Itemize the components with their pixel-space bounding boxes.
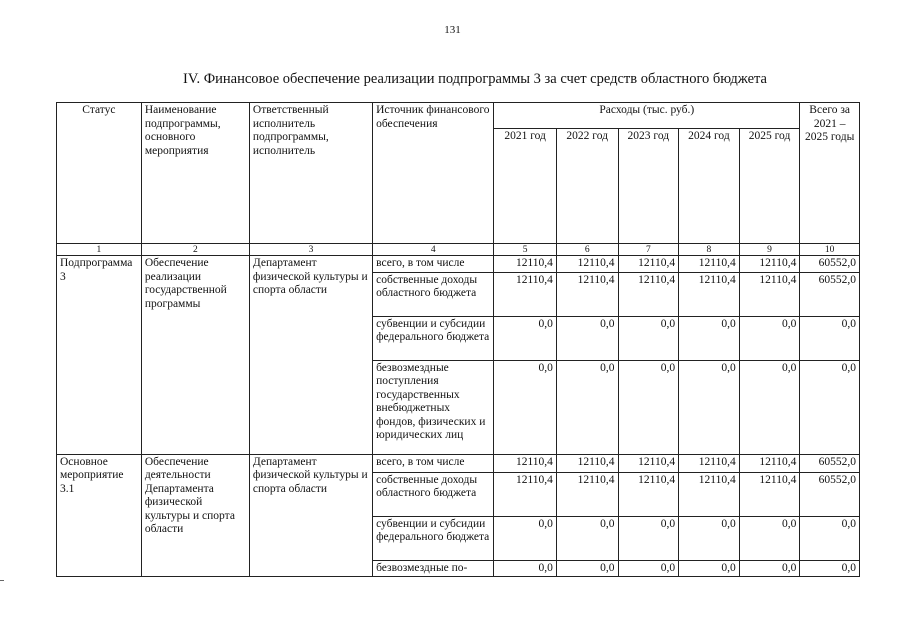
source-cell: безвозмездные по- (373, 560, 494, 577)
name-cell: Обеспечение деятельности Департамента физической культуры и спорта области (141, 454, 249, 577)
source-cell: субвенции и субсидии федерального бюджета (373, 516, 494, 560)
table-row (57, 454, 860, 472)
table-row (57, 256, 860, 273)
value-cell: 0,0 (679, 360, 740, 454)
status-cell: Подпрограмма 3 (57, 256, 142, 455)
value-cell: 12110,4 (618, 472, 679, 516)
column-number: 10 (800, 244, 860, 256)
value-cell: 0,0 (618, 560, 679, 577)
total-cell: 60552,0 (800, 454, 860, 472)
value-cell: 0,0 (618, 360, 679, 454)
column-number: 1 (57, 244, 142, 256)
column-number: 3 (249, 244, 372, 256)
source-cell: всего, в том числе (373, 256, 494, 273)
scan-edge-mark (0, 580, 4, 581)
value-cell: 0,0 (556, 516, 618, 560)
header-total: Всего за 2021 – 2025 годы (800, 103, 860, 244)
value-cell: 0,0 (618, 316, 679, 360)
value-cell: 12110,4 (739, 272, 800, 316)
total-cell: 60552,0 (800, 472, 860, 516)
value-cell: 0,0 (739, 316, 800, 360)
header-expenses: Расходы (тыс. руб.) (494, 103, 800, 129)
value-cell: 12110,4 (679, 472, 740, 516)
value-cell: 0,0 (556, 360, 618, 454)
value-cell: 12110,4 (739, 256, 800, 273)
column-number: 8 (679, 244, 740, 256)
financing-table (56, 102, 860, 577)
total-cell: 0,0 (800, 316, 860, 360)
status-cell: Основное мероприятие 3.1 (57, 454, 142, 577)
header-year-2025: 2025 год (739, 129, 800, 244)
value-cell: 12110,4 (618, 272, 679, 316)
value-cell: 0,0 (494, 316, 557, 360)
value-cell: 12110,4 (618, 454, 679, 472)
section-title: IV. Финансовое обеспечение реализации подпрограммы 3 за счет средств областного бюджета (183, 71, 767, 87)
source-cell: безвозмездные поступления государственных внебюджетных фондов, физических и юридических лиц (373, 360, 494, 454)
responsible-cell: Департамент физической культуры и спорта области (249, 256, 372, 455)
value-cell: 0,0 (679, 316, 740, 360)
value-cell: 0,0 (739, 560, 800, 577)
source-cell: субвенции и субсидии федерального бюджета (373, 316, 494, 360)
value-cell: 12110,4 (494, 454, 557, 472)
column-number: 6 (556, 244, 618, 256)
value-cell: 12110,4 (556, 454, 618, 472)
column-number: 7 (618, 244, 679, 256)
responsible-cell: Департамент физической культуры и спорта области (249, 454, 372, 577)
header-name: Наименование подпрограммы, основного мероприятия (141, 103, 249, 244)
column-number: 9 (739, 244, 800, 256)
column-number: 5 (494, 244, 557, 256)
header-year-2022: 2022 год (556, 129, 618, 244)
value-cell: 12110,4 (494, 472, 557, 516)
total-cell: 0,0 (800, 516, 860, 560)
value-cell: 12110,4 (739, 454, 800, 472)
header-responsible: Ответственный исполнитель подпрограммы, исполнитель (249, 103, 372, 244)
column-number: 4 (373, 244, 494, 256)
source-cell: собственные доходы областного бюджета (373, 272, 494, 316)
value-cell: 12110,4 (556, 256, 618, 273)
source-cell: собственные доходы областного бюджета (373, 472, 494, 516)
source-cell: всего, в том числе (373, 454, 494, 472)
header-year-2024: 2024 год (679, 129, 740, 244)
value-cell: 12110,4 (679, 272, 740, 316)
total-cell: 60552,0 (800, 272, 860, 316)
value-cell: 0,0 (494, 560, 557, 577)
value-cell: 12110,4 (679, 454, 740, 472)
page-number: 131 (444, 24, 461, 36)
total-cell: 60552,0 (800, 256, 860, 273)
value-cell: 0,0 (494, 360, 557, 454)
value-cell: 0,0 (556, 560, 618, 577)
value-cell: 12110,4 (556, 272, 618, 316)
column-number: 2 (141, 244, 249, 256)
value-cell: 0,0 (556, 316, 618, 360)
value-cell: 12110,4 (556, 472, 618, 516)
value-cell: 0,0 (679, 560, 740, 577)
value-cell: 12110,4 (494, 272, 557, 316)
value-cell: 0,0 (739, 516, 800, 560)
value-cell: 12110,4 (679, 256, 740, 273)
value-cell: 0,0 (618, 516, 679, 560)
header-year-2023: 2023 год (618, 129, 679, 244)
total-cell: 0,0 (800, 560, 860, 577)
value-cell: 12110,4 (739, 472, 800, 516)
value-cell: 0,0 (494, 516, 557, 560)
value-cell: 12110,4 (494, 256, 557, 273)
value-cell: 0,0 (739, 360, 800, 454)
total-cell: 0,0 (800, 360, 860, 454)
header-year-2021: 2021 год (494, 129, 557, 244)
name-cell: Обеспечение реализации государственной программы (141, 256, 249, 455)
header-status: Статус (57, 103, 142, 244)
value-cell: 0,0 (679, 516, 740, 560)
header-source: Источник финансового обеспечения (373, 103, 494, 244)
value-cell: 12110,4 (618, 256, 679, 273)
